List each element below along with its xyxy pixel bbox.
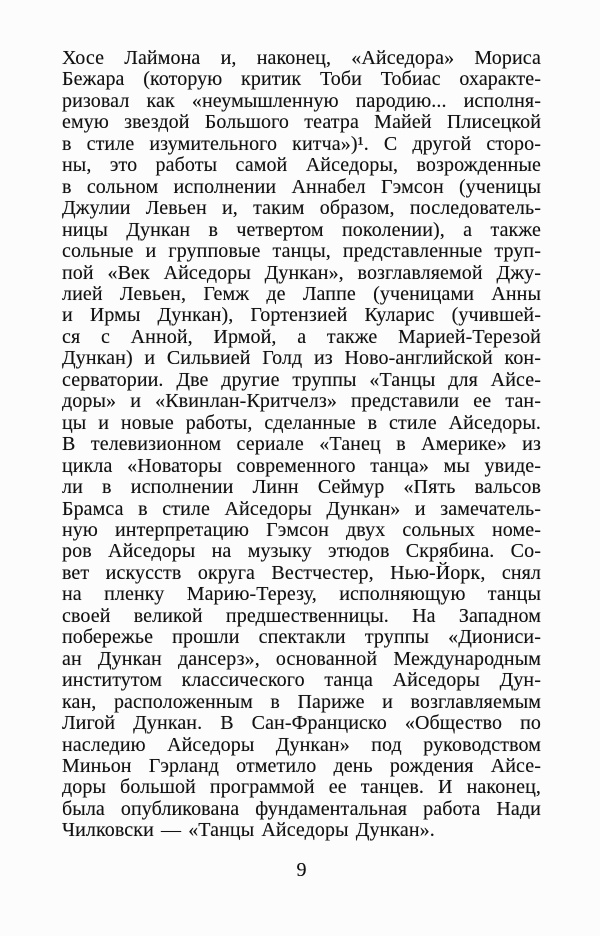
- text-line: В телевизионном сериале «Танец в Америке» из: [62, 433, 541, 456]
- body-text: [62, 48, 541, 842]
- text-line: на пленку Марию-Терезу, исполняющую танцы: [62, 583, 541, 606]
- text-line: ны, это работы самой Айседоры, возрожденные: [62, 154, 541, 177]
- text-line: цикла «Новаторы современного танца» мы увиде-: [62, 454, 541, 477]
- text-line: Дункан) и Сильвией Голд из Ново-английской кон-: [62, 347, 541, 370]
- text-line: Брамса в стиле Айседоры Дункан» и замечатель-: [62, 497, 541, 520]
- text-line: Бежара (которую критик Тоби Тобиас охаракте-: [62, 68, 541, 91]
- text-line: ров Айседоры на музыку этюдов Скрябина. Со-: [62, 540, 541, 563]
- text-line: сольные и групповые танцы, представленные труп-: [62, 240, 541, 263]
- page-number: 9: [296, 859, 307, 881]
- text-line: ся с Анной, Ирмой, а также Марией-Терезой: [62, 325, 541, 348]
- text-line: Чилковски — «Танцы Айседоры Дункан».: [62, 819, 435, 842]
- text-line: кан, расположенным в Париже и возглавляемым: [62, 690, 541, 713]
- text-line: побережье прошли спектакли труппы «Диониси-: [62, 626, 541, 649]
- text-line: своей великой предшественницы. На Западном: [62, 604, 541, 627]
- text-line: цы и новые работы, сделанные в стиле Айседоры.: [62, 411, 541, 434]
- text-line: доры большой программой ее танцев. И наконец,: [62, 776, 541, 799]
- text-line: в сольном исполнении Аннабел Гэмсон (ученицы: [62, 175, 541, 198]
- text-line: вет искусств округа Вестчестер, Нью-Йорк, снял: [62, 561, 541, 584]
- text-line: лией Левьен, Гемж де Лаппе (ученицами Анны: [62, 282, 541, 305]
- text-line: серватории. Две другие труппы «Танцы для Айсе-: [62, 368, 541, 391]
- text-line: ную интерпретацию Гэмсон двух сольных номе-: [62, 518, 541, 541]
- text-line: была опубликована фундаментальная работа Нади: [62, 797, 541, 820]
- text-line: институтом классического танца Айседоры Дун-: [62, 669, 541, 692]
- text-line: и Ирмы Дункан), Гортензией Куларис (учившей-: [62, 304, 541, 327]
- text-line: Джулии Левьен и, таким образом, последователь-: [62, 197, 541, 220]
- text-line: Лигой Дункан. В Сан-Франциско «Общество по: [62, 712, 541, 735]
- text-line: ли в исполнении Линн Сеймур «Пять вальсов: [62, 476, 541, 499]
- text-line: ан Дункан дансерз», основанной Международным: [62, 647, 541, 670]
- text-line: Хосе Лаймона и, наконец, «Айседора» Мориса: [62, 47, 541, 69]
- text-line: емую звездой Большого театра Майей Плисецкой: [62, 111, 541, 134]
- text-line: Миньон Гэрланд отметило день рождения Айсе-: [62, 754, 541, 777]
- text-line: доры» и «Квинлан-Критчелз» представили ее тан-: [62, 390, 541, 413]
- text-line: пой «Век Айседоры Дункан», возглавляемой Джу-: [62, 261, 541, 284]
- text-line: наследию Айседоры Дункан» под руководством: [62, 733, 541, 756]
- text-line: ризовал как «неумышленную пародию... исполня-: [62, 89, 541, 112]
- text-line: ницы Дункан в четвертом поколении), а также: [62, 218, 541, 241]
- text-line: в стиле изумительного китча»)¹. С другой сторо-: [62, 132, 541, 155]
